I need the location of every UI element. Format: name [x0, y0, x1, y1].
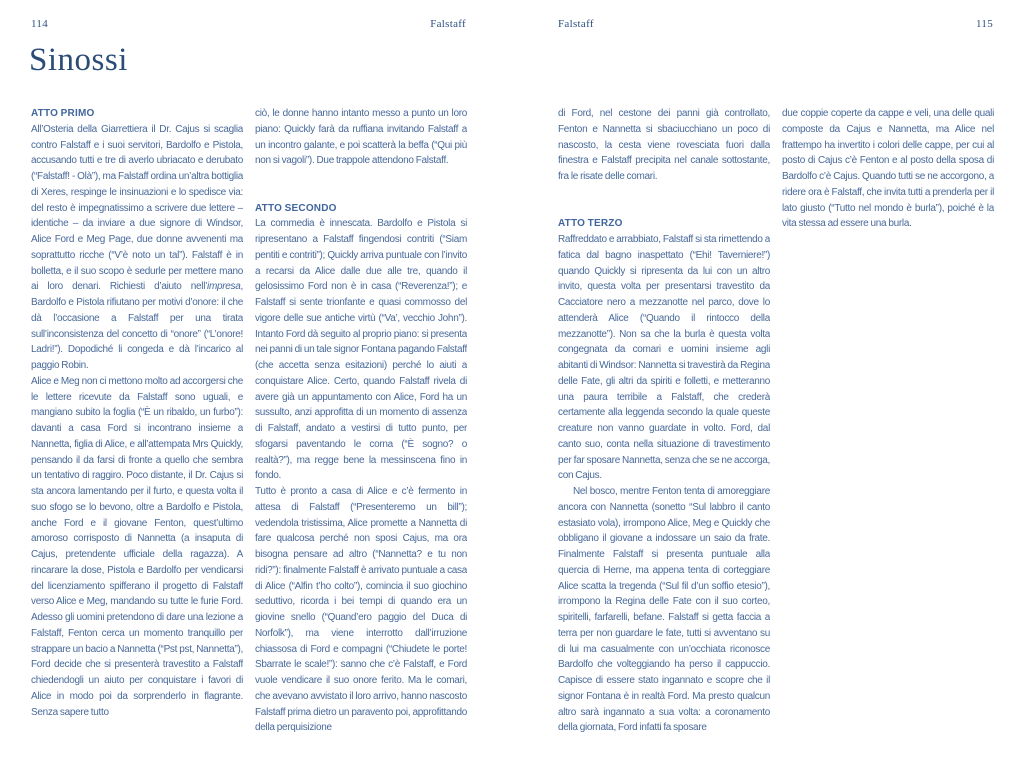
paragraph [31, 122, 243, 374]
column-1 [31, 106, 243, 768]
act-heading-secondo: ATTO SECONDO [255, 202, 337, 214]
italic-word: impresa [207, 281, 241, 293]
paragraph: Alice e Meg non ci mettono molto ad accorgersi che le lettere ricevute da Falstaff sono uguali, e mangiano subito la foglia (“È un ribaldo, un furbo”): davanti a casa Ford si incontrano insieme a Nannetta, figlia di Alice, e all’attempata Mrs Quickly, pensando il da farsi di fronte a quello che sembra un tentativo di raggiro. Poco distante, il Dr. Cajus si sta ancora lamentando per il furto, e questa volta il suo sfogo se lo bevono, oltre a Bardolfo e Pistola, anche Ford e il giovane Fenton, quest’ultimo amoroso corrisposto di Nannetta (a insaputa di Cajus, pretendente ufficiale della ragazza). A rincarare la dose, Pistola e Bardolfo per vendicarsi del licenziamento spifferano il progetto di Falstaff verso Alice e Meg, mandando su tutte le furie Ford. Adesso gli uomini pretendono di dare una lezione a Falstaff, Fenton cerca un momento tranquillo per strappare un bacio a Nannetta (“Pst pst, Nannetta”), Ford decide che si presenterà travestito a Falstaff chiedendogli un aiuto per conquistare i favori di Alice in modo poi da sorprenderlo in flagrante. Senza sapere tutto [31, 375, 243, 718]
running-head-right: Falstaff [558, 18, 594, 30]
running-head-left: Falstaff [430, 18, 466, 30]
act-heading-primo: ATTO PRIMO [31, 108, 95, 119]
paragraph: ciò, le donne hanno intanto messo a punto un loro piano: Quickly farà da ruffiana invitando Falstaff a un incontro galante, e poi scatterà la beffa (“Qui più non si vagoli”). Due trappole attendono Falstaff. [255, 108, 467, 167]
paragraph: Tutto è pronto a casa di Alice e c’è fermento in attesa di Falstaff (“Presenteremo un bill”); vedendola tristissima, Alice promette a Nannetta di fare qualcosa perché non sposi Cajus, ma ora bisogna pensare ad altro (“Nannetta? e tu non ridi?”): finalmente Falstaff è arrivato puntuale a casa di Alice (“Alfin t’ho colto”), comincia il suo giochino seduttivo, ricorda i bei tempi di quando era un giovine snello (“Quand’ero paggio del Duca di Norfolk”), ma viene interrotto dall’irruzione chiassosa di Ford e compagni (“Chiudete le porte! Sbarrate le scale!”): sanno che c’è Falstaff, e Ford vuole vendicare il suo onore ferito. Ma le comari, che avevano avvistato il loro arrivo, hanno nascosto Falstaff prima dietro un paravento poi, approfittando della perquisizione [255, 486, 467, 734]
page-number-right: 115 [976, 18, 993, 30]
act-heading-terzo: ATTO TERZO [558, 218, 623, 230]
page-number-left: 114 [31, 18, 48, 30]
synopsis-text: All’Osteria della Giarrettiera il Dr. Cajus si scaglia contro Falstaff e i suoi servitori, Bardolfo e Pistola, accusando tutti e tre di averlo ubriacato e derubato (“Falstaff! - Olà”), ma Falstaff ordina un’altra bottiglia di Xeres, respinge le insinuazioni e lo spedisce via: del resto è impegnatissimo a scrivere due lettere – identiche – da inviare a due signore di Windsor, Alice Ford e Meg Page, due donne avvenenti ma soprattutto ricche (“V’è noto un tal”). Falstaff è in bolletta, e il suo scopo è sedurle per mettere mano ai loro denari. Richiesti d’aiuto nell’ [31, 123, 243, 293]
paragraph: Raffreddato e arrabbiato, Falstaff si sta rimettendo a fatica dal bagno inaspettato (“Ehi! Taverniere!”) quando Quickly si ripresenta da lui con un altro invito, questa volta per presentarsi travestito da Cacciatore nero a mezzanotte nel parco, dove lo attenderà Alice (“Quando il rintocco della mezzanotte”). Non sa che la burla è questa volta congegnata da comari e uomini insieme agli abitanti di Windsor: Nannetta si travestirà da Regina delle Fate, gli altri da spiriti e folletti, e metteranno una paura terribile a Falstaff, che crederà certamente alla leggenda secondo la quale queste creature non vanno guardate in volto. Ford, dal canto suo, conta nella situazione di travestimento per far sposare Nannetta, senza che se ne accorga, con Cajus. [558, 234, 770, 482]
column-3 [558, 106, 770, 768]
synopsis-text: , Bardolfo e Pistola rifiutano per motivi d’onore: il che dà l’occasione a Falstaff per una tirata sull’inconsistenza del concetto di “onore” (“L’onore! Ladri!”). Dopodiché li congeda e dà l’incarico al paggio Robin. [31, 281, 243, 371]
page-title: Sinossi [29, 42, 128, 78]
paragraph: di Ford, nel cestone dei panni già controllato, Fenton e Nannetta si sbaciucchiano un poco di nascosto, la cesta viene rovesciata fuori dalla finestra e Falstaff precipita nel canale sottostante, fra le risate delle comari. [558, 108, 770, 182]
column-4 [782, 106, 994, 768]
paragraph: due coppie coperte da cappe e veli, una delle quali composte da Cajus e Nannetta, ma Alice nel frattempo ha invertito i colori delle cappe, per cui al posto di Cajus c’è Fenton e al posto della sposa di Bardolfo c’è Cajus. Quando tutti se ne accorgono, a ridere ora è Falstaff, che invita tutti a prenderla per il lato giusto (“Tutto nel mondo è burla”), poiché è la vita stessa ad essere una burla. [782, 108, 994, 230]
paragraph: La commedia è innescata. Bardolfo e Pistola si ripresentano a Falstaff fingendosi contriti (“Siam pentiti e contriti”); Quickly arriva puntuale con l’invito a recarsi da Alice dalle due alle tre, quando il gelosissimo Ford non è in casa (“Reverenza!”); e Falstaff si sente trionfante e quasi commosso del vigore delle sue antiche virtù (“Va’, vecchio John”). Intanto Ford dà seguito al proprio piano: si presenta nei panni di un tale signor Fontana pagando Falstaff (che accetta senza esitazioni) perché lo aiuti a conquistare Alice. Certo, quando Falstaff rivela di avere già un appuntamento con Alice, Ford ha un sussulto, anzi approfitta di un momento di assenza di Falstaff, andato a vestirsi di tutto punto, per sfogarsi paventando le corna (“È sogno? o realtà?”), ma regge bene la messinscena fino in fondo. [255, 218, 467, 482]
column-2 [255, 106, 467, 768]
paragraph: Nel bosco, mentre Fenton tenta di amoreggiare ancora con Nannetta (sonetto “Sul labbro il canto estasiato vola), irrompono Alice, Meg e Quickly che obbligano il giovane a indossare un saio da frate. Finalmente Falstaff si presenta puntuale alla quercia di Herne, ma appena tenta di corteggiare Alice scatta la tregenda (“Sul fil d’un soffio etesio”), irrompono la Regina delle Fate con il suo corteo, spiritelli, farfarelli, befane. Falstaff si getta faccia a terra per non guardare le fate, tutti si avventano su di lui ma casualmente con un’occhiata riconosce Bardolfo che volteggiando ha perso il cappuccio. Capisce di essere stato ingannato e scopre che il signor Fontana è in realtà Ford. Ma presto qualcun altro sarà ingannato a sua volta: a coronamento della giornata, Ford infatti fa sposare [558, 486, 770, 734]
